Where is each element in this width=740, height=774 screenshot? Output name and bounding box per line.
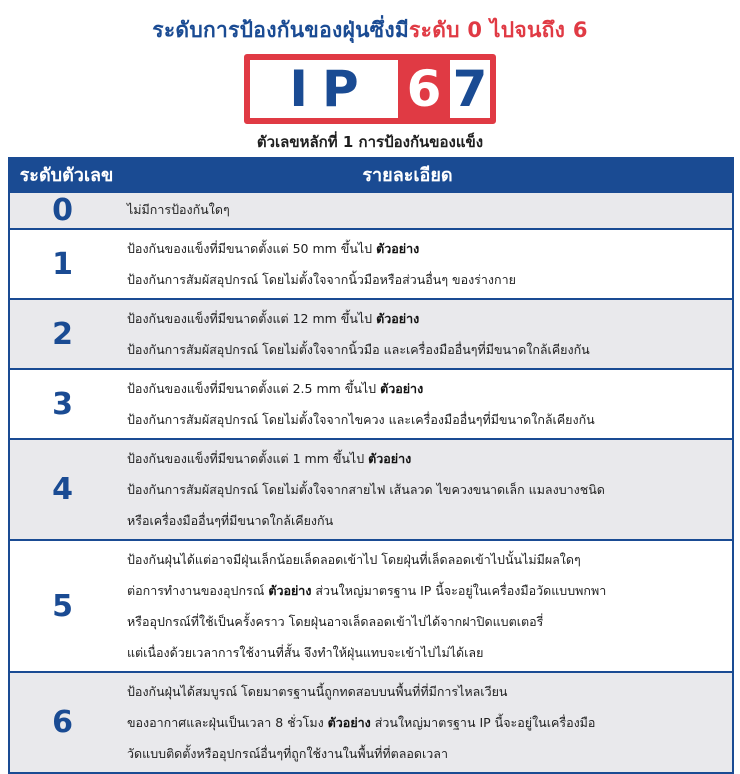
description-text: ป้องกันของแข็งที่มีขนาดตั้งแต่ 50 mm ขึ้นไป — [127, 241, 373, 256]
description-line: วัดแบบติดตั้งหรืออุปกรณ์อื่นๆที่ถูกใช้งานในพื้นที่ที่ตลอดเวลา — [127, 746, 448, 761]
level-number: 3 — [52, 386, 73, 422]
description-line — [127, 303, 726, 334]
table-row — [10, 228, 732, 298]
example-label: ตัวอย่าง — [268, 583, 312, 598]
level-description — [115, 541, 732, 671]
table-row — [10, 438, 732, 539]
description-line — [127, 233, 726, 264]
description-line: ป้องกันฝุ่นได้แต่อาจมีฝุ่นเล็กน้อยเล็ดลอดเข้าไป โดยฝุ่นที่เล็ดลอดเข้าไปนั้นไม่มีผลใดๆ — [127, 552, 581, 567]
table-row — [10, 298, 732, 368]
level-number: 2 — [52, 316, 73, 352]
level-description — [115, 673, 732, 772]
level-description — [115, 370, 732, 438]
level-description — [115, 440, 732, 539]
level-number: 5 — [52, 588, 73, 624]
level-description — [115, 300, 732, 368]
table-row — [10, 368, 732, 438]
column-header-detail: รายละเอียด — [362, 164, 453, 186]
description-text: ส่วนใหญ่มาตรฐาน IP นี้จะอยู่ในเครื่องมือวัดแบบพกพา — [315, 583, 607, 598]
table-row — [10, 191, 732, 228]
example-label: ตัวอย่าง — [327, 715, 371, 730]
description-line — [127, 707, 726, 738]
example-label: ตัวอย่าง — [380, 381, 424, 396]
page-title — [0, 14, 740, 47]
description-line — [127, 443, 726, 474]
description-line: ป้องกันการสัมผัสอุปกรณ์ โดยไม่ตั้งใจจากสายไฟ เส้นลวด ไขควงขนาดเล็ก แมลงบางชนิด — [127, 482, 605, 497]
description-line — [127, 575, 726, 606]
level-number: 0 — [52, 193, 73, 228]
description-text: ส่วนใหญ่มาตรฐาน IP นี้จะอยู่ในเครื่องมือ — [374, 715, 596, 730]
description-line — [127, 373, 726, 404]
badge-digit-1: 6 — [398, 60, 450, 118]
description-text: ป้องกันของแข็งที่มีขนาดตั้งแต่ 1 mm ขึ้นไป — [127, 451, 365, 466]
protection-table — [8, 157, 734, 774]
badge-prefix: IP — [289, 60, 373, 118]
title-part-1: ระดับการป้องกันของฝุ่นซึ่งมี — [152, 18, 410, 42]
example-label: ตัวอย่าง — [376, 241, 420, 256]
description-text: ป้องกันของแข็งที่มีขนาดตั้งแต่ 12 mm ขึ้นไป — [127, 311, 373, 326]
level-number: 1 — [52, 246, 73, 282]
description-line: ป้องกันการสัมผัสอุปกรณ์ โดยไม่ตั้งใจจากนิ้วมือ และเครื่องมืออื่นๆที่มีขนาดใกล้เคียงกัน — [127, 342, 590, 357]
description-line: ป้องกันการสัมผัสอุปกรณ์ โดยไม่ตั้งใจจากนิ้วมือหรือส่วนอื่นๆ ของร่างกาย — [127, 272, 516, 287]
table-row — [10, 671, 732, 772]
title-part-2: ระดับ 0 ไปจนถึง 6 — [409, 18, 588, 42]
table-row — [10, 539, 732, 671]
column-header-level: ระดับตัวเลข — [19, 164, 114, 186]
table-header — [10, 157, 732, 191]
level-description — [115, 193, 732, 228]
description-text: ของอากาศและฝุ่นเป็นเวลา 8 ชั่วโมง — [127, 715, 324, 730]
description-line: ไม่มีการป้องกันใดๆ — [127, 202, 230, 217]
level-description — [115, 230, 732, 298]
description-line: หรือเครื่องมืออื่นๆที่มีขนาดใกล้เคียงกัน — [127, 513, 334, 528]
description-text: ป้องกันของแข็งที่มีขนาดตั้งแต่ 2.5 mm ขึ้นไป — [127, 381, 377, 396]
description-line: ป้องกันการสัมผัสอุปกรณ์ โดยไม่ตั้งใจจากไขควง และเครื่องมืออื่นๆที่มีขนาดใกล้เคียงกัน — [127, 412, 595, 427]
description-text: ต่อการทำงานของอุปกรณ์ — [127, 583, 265, 598]
level-number: 6 — [52, 705, 73, 740]
description-line: หรืออุปกรณ์ที่ใช้เป็นครั้งคราว โดยฝุ่นอาจเล็ดลอดเข้าไปได้จากฝาปิดแบตเตอรี่ — [127, 614, 544, 629]
description-line: แต่เนื่องด้วยเวลาการใช้งานที่สั้น จึงทำให้ฝุ่นแทบจะเข้าไปไม่ได้เลย — [127, 645, 484, 660]
subtitle: ตัวเลขหลักที่ 1 การป้องกันของแข็ง — [256, 133, 484, 151]
level-number: 4 — [52, 472, 73, 507]
ip-rating-badge — [244, 54, 496, 124]
example-label: ตัวอย่าง — [368, 451, 412, 466]
example-label: ตัวอย่าง — [376, 311, 420, 326]
badge-digit-2: 7 — [452, 60, 488, 118]
description-line: ป้องกันฝุ่นได้สมบูรณ์ โดยมาตรฐานนี้ถูกทดสอบบนพื้นที่ที่มีการไหลเวียน — [127, 684, 508, 699]
